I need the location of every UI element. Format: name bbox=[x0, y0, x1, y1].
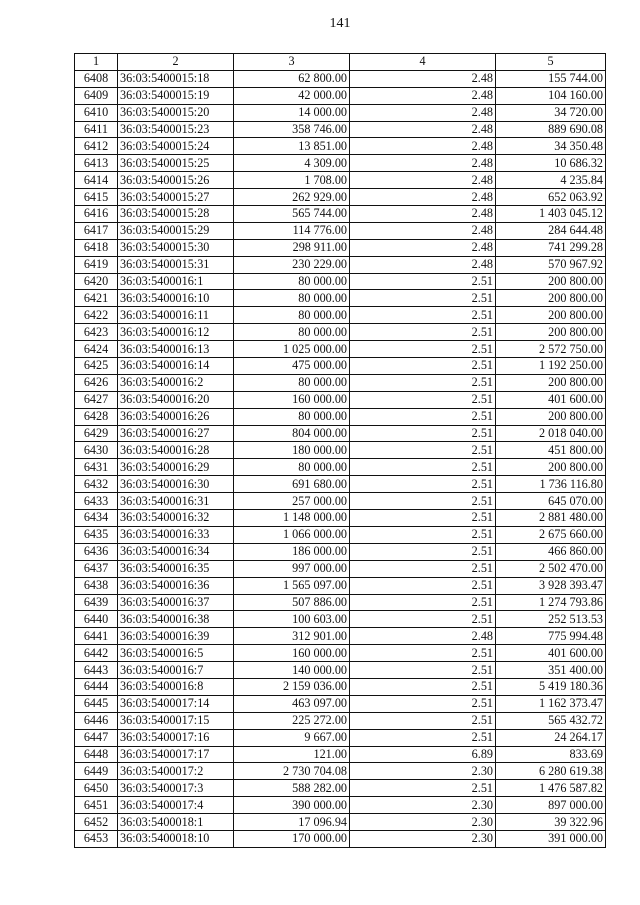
cell-row-number: 6447 bbox=[75, 729, 118, 746]
cell-value: 2 730 704.08 bbox=[234, 763, 350, 780]
cell-coefficient: 2.51 bbox=[350, 442, 496, 459]
cell-cadastral-number: 36:03:5400016:13 bbox=[118, 341, 234, 358]
cell-row-number: 6427 bbox=[75, 391, 118, 408]
cell-coefficient: 2.51 bbox=[350, 374, 496, 391]
cell-value: 114 776.00 bbox=[234, 222, 350, 239]
cell-value: 588 282.00 bbox=[234, 780, 350, 797]
cell-value: 42 000.00 bbox=[234, 87, 350, 104]
cell-coefficient: 2.51 bbox=[350, 358, 496, 375]
cell-total: 889 690.08 bbox=[496, 121, 606, 138]
cell-cadastral-number: 36:03:5400017:3 bbox=[118, 780, 234, 797]
table-row bbox=[75, 695, 606, 712]
cell-cadastral-number: 36:03:5400015:28 bbox=[118, 206, 234, 223]
cell-coefficient: 2.48 bbox=[350, 155, 496, 172]
table-row bbox=[75, 87, 606, 104]
table-row bbox=[75, 341, 606, 358]
cell-coefficient: 2.51 bbox=[350, 560, 496, 577]
cell-cadastral-number: 36:03:5400017:14 bbox=[118, 695, 234, 712]
cell-row-number: 6439 bbox=[75, 594, 118, 611]
table-row bbox=[75, 172, 606, 189]
cell-cadastral-number: 36:03:5400016:34 bbox=[118, 543, 234, 560]
cell-total: 351 400.00 bbox=[496, 662, 606, 679]
cell-cadastral-number: 36:03:5400017:4 bbox=[118, 797, 234, 814]
cell-value: 1 066 000.00 bbox=[234, 526, 350, 543]
table-row bbox=[75, 510, 606, 527]
cell-value: 997 000.00 bbox=[234, 560, 350, 577]
table-row bbox=[75, 611, 606, 628]
table-row bbox=[75, 222, 606, 239]
cell-cadastral-number: 36:03:5400016:28 bbox=[118, 442, 234, 459]
cell-value: 390 000.00 bbox=[234, 797, 350, 814]
cell-total: 1 736 116.80 bbox=[496, 476, 606, 493]
cell-value: 1 025 000.00 bbox=[234, 341, 350, 358]
cell-coefficient: 2.51 bbox=[350, 611, 496, 628]
cell-row-number: 6424 bbox=[75, 341, 118, 358]
cell-value: 121.00 bbox=[234, 746, 350, 763]
cell-coefficient: 2.51 bbox=[350, 780, 496, 797]
cell-total: 570 967.92 bbox=[496, 256, 606, 273]
table-row bbox=[75, 121, 606, 138]
cell-coefficient: 2.51 bbox=[350, 510, 496, 527]
cell-value: 80 000.00 bbox=[234, 459, 350, 476]
cell-coefficient: 2.51 bbox=[350, 476, 496, 493]
table-row bbox=[75, 206, 606, 223]
cell-total: 565 432.72 bbox=[496, 712, 606, 729]
cell-row-number: 6409 bbox=[75, 87, 118, 104]
cell-value: 80 000.00 bbox=[234, 273, 350, 290]
table-row bbox=[75, 560, 606, 577]
cell-total: 4 235.84 bbox=[496, 172, 606, 189]
cell-total: 34 350.48 bbox=[496, 138, 606, 155]
cell-row-number: 6423 bbox=[75, 324, 118, 341]
cell-total: 200 800.00 bbox=[496, 273, 606, 290]
cell-coefficient: 2.48 bbox=[350, 628, 496, 645]
cell-cadastral-number: 36:03:5400016:14 bbox=[118, 358, 234, 375]
cell-total: 645 070.00 bbox=[496, 493, 606, 510]
table-row bbox=[75, 324, 606, 341]
cell-coefficient: 2.51 bbox=[350, 577, 496, 594]
cell-row-number: 6431 bbox=[75, 459, 118, 476]
cell-coefficient: 2.48 bbox=[350, 70, 496, 87]
cell-coefficient: 2.51 bbox=[350, 678, 496, 695]
cell-total: 897 000.00 bbox=[496, 797, 606, 814]
cell-total: 34 720.00 bbox=[496, 104, 606, 121]
cell-value: 230 229.00 bbox=[234, 256, 350, 273]
cell-coefficient: 2.48 bbox=[350, 256, 496, 273]
cell-coefficient: 2.51 bbox=[350, 729, 496, 746]
cell-row-number: 6450 bbox=[75, 780, 118, 797]
cell-cadastral-number: 36:03:5400016:11 bbox=[118, 307, 234, 324]
cell-coefficient: 2.48 bbox=[350, 239, 496, 256]
table-row bbox=[75, 628, 606, 645]
table-row bbox=[75, 104, 606, 121]
cell-total: 10 686.32 bbox=[496, 155, 606, 172]
cell-total: 200 800.00 bbox=[496, 408, 606, 425]
table-row bbox=[75, 476, 606, 493]
cell-coefficient: 2.51 bbox=[350, 290, 496, 307]
cell-total: 1 192 250.00 bbox=[496, 358, 606, 375]
cell-row-number: 6435 bbox=[75, 526, 118, 543]
cell-coefficient: 2.51 bbox=[350, 543, 496, 560]
cell-value: 565 744.00 bbox=[234, 206, 350, 223]
cell-total: 200 800.00 bbox=[496, 307, 606, 324]
cell-cadastral-number: 36:03:5400016:32 bbox=[118, 510, 234, 527]
cell-row-number: 6448 bbox=[75, 746, 118, 763]
cell-value: 1 148 000.00 bbox=[234, 510, 350, 527]
column-header-5: 5 bbox=[496, 54, 606, 71]
cell-value: 17 096.94 bbox=[234, 814, 350, 831]
cell-total: 2 018 040.00 bbox=[496, 425, 606, 442]
cell-total: 451 800.00 bbox=[496, 442, 606, 459]
cell-total: 200 800.00 bbox=[496, 324, 606, 341]
cell-cadastral-number: 36:03:5400015:18 bbox=[118, 70, 234, 87]
cell-value: 1 565 097.00 bbox=[234, 577, 350, 594]
cell-total: 200 800.00 bbox=[496, 374, 606, 391]
cell-value: 13 851.00 bbox=[234, 138, 350, 155]
cell-row-number: 6433 bbox=[75, 493, 118, 510]
cell-value: 262 929.00 bbox=[234, 189, 350, 206]
cell-cadastral-number: 36:03:5400015:26 bbox=[118, 172, 234, 189]
cell-total: 652 063.92 bbox=[496, 189, 606, 206]
cell-cadastral-number: 36:03:5400018:10 bbox=[118, 830, 234, 847]
cell-total: 200 800.00 bbox=[496, 290, 606, 307]
cell-value: 257 000.00 bbox=[234, 493, 350, 510]
cell-total: 1 476 587.82 bbox=[496, 780, 606, 797]
cell-value: 160 000.00 bbox=[234, 391, 350, 408]
cell-coefficient: 2.48 bbox=[350, 87, 496, 104]
cell-row-number: 6446 bbox=[75, 712, 118, 729]
cell-cadastral-number: 36:03:5400015:25 bbox=[118, 155, 234, 172]
column-header-4: 4 bbox=[350, 54, 496, 71]
cell-cadastral-number: 36:03:5400015:19 bbox=[118, 87, 234, 104]
cell-total: 104 160.00 bbox=[496, 87, 606, 104]
cell-value: 80 000.00 bbox=[234, 408, 350, 425]
cell-value: 160 000.00 bbox=[234, 645, 350, 662]
cell-value: 100 603.00 bbox=[234, 611, 350, 628]
table-row bbox=[75, 70, 606, 87]
cell-value: 475 000.00 bbox=[234, 358, 350, 375]
cell-total: 2 502 470.00 bbox=[496, 560, 606, 577]
cell-row-number: 6418 bbox=[75, 239, 118, 256]
cell-coefficient: 2.51 bbox=[350, 526, 496, 543]
cell-coefficient: 2.48 bbox=[350, 172, 496, 189]
table-row bbox=[75, 239, 606, 256]
cell-coefficient: 2.48 bbox=[350, 189, 496, 206]
cell-row-number: 6441 bbox=[75, 628, 118, 645]
table-row bbox=[75, 830, 606, 847]
cell-coefficient: 2.51 bbox=[350, 324, 496, 341]
cell-total: 401 600.00 bbox=[496, 645, 606, 662]
column-header-1: 1 bbox=[75, 54, 118, 71]
cell-cadastral-number: 36:03:5400015:30 bbox=[118, 239, 234, 256]
table-row bbox=[75, 814, 606, 831]
cell-value: 312 901.00 bbox=[234, 628, 350, 645]
cell-row-number: 6453 bbox=[75, 830, 118, 847]
table-row bbox=[75, 256, 606, 273]
cell-total: 1 274 793.86 bbox=[496, 594, 606, 611]
cell-cadastral-number: 36:03:5400016:1 bbox=[118, 273, 234, 290]
cell-total: 1 162 373.47 bbox=[496, 695, 606, 712]
cell-row-number: 6430 bbox=[75, 442, 118, 459]
cell-row-number: 6452 bbox=[75, 814, 118, 831]
cell-coefficient: 2.48 bbox=[350, 104, 496, 121]
cell-coefficient: 2.51 bbox=[350, 341, 496, 358]
cell-total: 2 572 750.00 bbox=[496, 341, 606, 358]
table-row bbox=[75, 442, 606, 459]
cell-cadastral-number: 36:03:5400016:38 bbox=[118, 611, 234, 628]
cell-total: 741 299.28 bbox=[496, 239, 606, 256]
cell-row-number: 6438 bbox=[75, 577, 118, 594]
cell-total: 155 744.00 bbox=[496, 70, 606, 87]
cell-total: 24 264.17 bbox=[496, 729, 606, 746]
cell-value: 463 097.00 bbox=[234, 695, 350, 712]
cell-value: 9 667.00 bbox=[234, 729, 350, 746]
cell-row-number: 6412 bbox=[75, 138, 118, 155]
cell-cadastral-number: 36:03:5400015:20 bbox=[118, 104, 234, 121]
cell-cadastral-number: 36:03:5400017:2 bbox=[118, 763, 234, 780]
cell-cadastral-number: 36:03:5400016:36 bbox=[118, 577, 234, 594]
cell-coefficient: 2.30 bbox=[350, 830, 496, 847]
cell-row-number: 6417 bbox=[75, 222, 118, 239]
cell-value: 80 000.00 bbox=[234, 290, 350, 307]
table-row bbox=[75, 780, 606, 797]
cell-value: 140 000.00 bbox=[234, 662, 350, 679]
cell-value: 80 000.00 bbox=[234, 307, 350, 324]
cell-row-number: 6410 bbox=[75, 104, 118, 121]
cell-coefficient: 2.51 bbox=[350, 408, 496, 425]
cell-value: 80 000.00 bbox=[234, 324, 350, 341]
table-row bbox=[75, 307, 606, 324]
cell-coefficient: 2.51 bbox=[350, 307, 496, 324]
cell-row-number: 6414 bbox=[75, 172, 118, 189]
cell-total: 3 928 393.47 bbox=[496, 577, 606, 594]
cell-total: 833.69 bbox=[496, 746, 606, 763]
cell-coefficient: 2.30 bbox=[350, 814, 496, 831]
cell-cadastral-number: 36:03:5400016:8 bbox=[118, 678, 234, 695]
cell-cadastral-number: 36:03:5400016:37 bbox=[118, 594, 234, 611]
cell-total: 2 675 660.00 bbox=[496, 526, 606, 543]
cell-row-number: 6426 bbox=[75, 374, 118, 391]
cell-value: 2 159 036.00 bbox=[234, 678, 350, 695]
cell-value: 186 000.00 bbox=[234, 543, 350, 560]
cell-coefficient: 2.51 bbox=[350, 493, 496, 510]
cell-cadastral-number: 36:03:5400016:5 bbox=[118, 645, 234, 662]
table-row bbox=[75, 273, 606, 290]
cell-cadastral-number: 36:03:5400016:33 bbox=[118, 526, 234, 543]
cell-cadastral-number: 36:03:5400016:29 bbox=[118, 459, 234, 476]
cell-cadastral-number: 36:03:5400015:29 bbox=[118, 222, 234, 239]
cell-value: 4 309.00 bbox=[234, 155, 350, 172]
cell-value: 14 000.00 bbox=[234, 104, 350, 121]
cell-cadastral-number: 36:03:5400017:15 bbox=[118, 712, 234, 729]
table-row bbox=[75, 526, 606, 543]
cell-total: 391 000.00 bbox=[496, 830, 606, 847]
table-row bbox=[75, 358, 606, 375]
cell-coefficient: 2.51 bbox=[350, 712, 496, 729]
column-header-2: 2 bbox=[118, 54, 234, 71]
cell-coefficient: 2.51 bbox=[350, 662, 496, 679]
cell-coefficient: 2.51 bbox=[350, 425, 496, 442]
cell-value: 170 000.00 bbox=[234, 830, 350, 847]
table-row bbox=[75, 425, 606, 442]
cell-cadastral-number: 36:03:5400016:35 bbox=[118, 560, 234, 577]
table-row bbox=[75, 678, 606, 695]
cell-total: 6 280 619.38 bbox=[496, 763, 606, 780]
cell-row-number: 6432 bbox=[75, 476, 118, 493]
table-row bbox=[75, 543, 606, 560]
cell-row-number: 6422 bbox=[75, 307, 118, 324]
cell-coefficient: 2.48 bbox=[350, 222, 496, 239]
table-row bbox=[75, 189, 606, 206]
cell-cadastral-number: 36:03:5400018:1 bbox=[118, 814, 234, 831]
cell-row-number: 6425 bbox=[75, 358, 118, 375]
cell-row-number: 6415 bbox=[75, 189, 118, 206]
cell-coefficient: 6.89 bbox=[350, 746, 496, 763]
cell-cadastral-number: 36:03:5400016:30 bbox=[118, 476, 234, 493]
cell-row-number: 6420 bbox=[75, 273, 118, 290]
cell-coefficient: 2.51 bbox=[350, 273, 496, 290]
cell-coefficient: 2.51 bbox=[350, 391, 496, 408]
table-row bbox=[75, 712, 606, 729]
cell-value: 225 272.00 bbox=[234, 712, 350, 729]
cell-row-number: 6442 bbox=[75, 645, 118, 662]
header-row bbox=[75, 54, 606, 71]
data-table bbox=[74, 53, 606, 848]
table-row bbox=[75, 662, 606, 679]
page-number: 141 bbox=[329, 16, 351, 31]
cell-coefficient: 2.51 bbox=[350, 695, 496, 712]
cell-total: 252 513.53 bbox=[496, 611, 606, 628]
table-row bbox=[75, 493, 606, 510]
cell-coefficient: 2.48 bbox=[350, 121, 496, 138]
cell-cadastral-number: 36:03:5400015:31 bbox=[118, 256, 234, 273]
cell-total: 5 419 180.36 bbox=[496, 678, 606, 695]
cell-value: 298 911.00 bbox=[234, 239, 350, 256]
table-body bbox=[75, 70, 606, 847]
cell-cadastral-number: 36:03:5400016:7 bbox=[118, 662, 234, 679]
cell-coefficient: 2.48 bbox=[350, 206, 496, 223]
cell-cadastral-number: 36:03:5400016:2 bbox=[118, 374, 234, 391]
cell-value: 62 800.00 bbox=[234, 70, 350, 87]
table-row bbox=[75, 138, 606, 155]
table-row bbox=[75, 391, 606, 408]
cell-total: 401 600.00 bbox=[496, 391, 606, 408]
cell-coefficient: 2.48 bbox=[350, 138, 496, 155]
cell-value: 80 000.00 bbox=[234, 374, 350, 391]
cell-row-number: 6443 bbox=[75, 662, 118, 679]
cell-row-number: 6419 bbox=[75, 256, 118, 273]
cell-row-number: 6449 bbox=[75, 763, 118, 780]
table-row bbox=[75, 797, 606, 814]
table-row bbox=[75, 408, 606, 425]
table-row bbox=[75, 459, 606, 476]
cell-cadastral-number: 36:03:5400015:27 bbox=[118, 189, 234, 206]
cell-cadastral-number: 36:03:5400016:31 bbox=[118, 493, 234, 510]
cell-value: 180 000.00 bbox=[234, 442, 350, 459]
cell-total: 200 800.00 bbox=[496, 459, 606, 476]
table-row bbox=[75, 746, 606, 763]
table-row bbox=[75, 729, 606, 746]
cell-total: 775 994.48 bbox=[496, 628, 606, 645]
cell-total: 284 644.48 bbox=[496, 222, 606, 239]
cell-cadastral-number: 36:03:5400016:20 bbox=[118, 391, 234, 408]
cell-total: 2 881 480.00 bbox=[496, 510, 606, 527]
cell-coefficient: 2.51 bbox=[350, 645, 496, 662]
cell-row-number: 6416 bbox=[75, 206, 118, 223]
cell-row-number: 6440 bbox=[75, 611, 118, 628]
cell-row-number: 6451 bbox=[75, 797, 118, 814]
table-row bbox=[75, 594, 606, 611]
column-header-3: 3 bbox=[234, 54, 350, 71]
cell-total: 1 403 045.12 bbox=[496, 206, 606, 223]
cell-cadastral-number: 36:03:5400017:16 bbox=[118, 729, 234, 746]
table-row bbox=[75, 577, 606, 594]
cell-coefficient: 2.30 bbox=[350, 797, 496, 814]
cell-cadastral-number: 36:03:5400015:23 bbox=[118, 121, 234, 138]
cell-row-number: 6436 bbox=[75, 543, 118, 560]
cell-cadastral-number: 36:03:5400016:39 bbox=[118, 628, 234, 645]
cell-coefficient: 2.30 bbox=[350, 763, 496, 780]
cell-cadastral-number: 36:03:5400017:17 bbox=[118, 746, 234, 763]
cell-coefficient: 2.51 bbox=[350, 459, 496, 476]
table-row bbox=[75, 645, 606, 662]
cell-row-number: 6429 bbox=[75, 425, 118, 442]
cell-row-number: 6445 bbox=[75, 695, 118, 712]
table-row bbox=[75, 763, 606, 780]
cell-row-number: 6428 bbox=[75, 408, 118, 425]
cell-row-number: 6408 bbox=[75, 70, 118, 87]
cell-cadastral-number: 36:03:5400016:10 bbox=[118, 290, 234, 307]
cell-cadastral-number: 36:03:5400015:24 bbox=[118, 138, 234, 155]
cell-value: 804 000.00 bbox=[234, 425, 350, 442]
table-row bbox=[75, 374, 606, 391]
cell-coefficient: 2.51 bbox=[350, 594, 496, 611]
cell-cadastral-number: 36:03:5400016:26 bbox=[118, 408, 234, 425]
cell-value: 358 746.00 bbox=[234, 121, 350, 138]
cell-row-number: 6421 bbox=[75, 290, 118, 307]
cell-row-number: 6413 bbox=[75, 155, 118, 172]
cell-total: 39 322.96 bbox=[496, 814, 606, 831]
cell-row-number: 6444 bbox=[75, 678, 118, 695]
cell-row-number: 6437 bbox=[75, 560, 118, 577]
cell-value: 507 886.00 bbox=[234, 594, 350, 611]
cell-value: 1 708.00 bbox=[234, 172, 350, 189]
cell-value: 691 680.00 bbox=[234, 476, 350, 493]
cell-row-number: 6411 bbox=[75, 121, 118, 138]
table-row bbox=[75, 155, 606, 172]
cell-total: 466 860.00 bbox=[496, 543, 606, 560]
cell-row-number: 6434 bbox=[75, 510, 118, 527]
cell-cadastral-number: 36:03:5400016:12 bbox=[118, 324, 234, 341]
table-row bbox=[75, 290, 606, 307]
cell-cadastral-number: 36:03:5400016:27 bbox=[118, 425, 234, 442]
